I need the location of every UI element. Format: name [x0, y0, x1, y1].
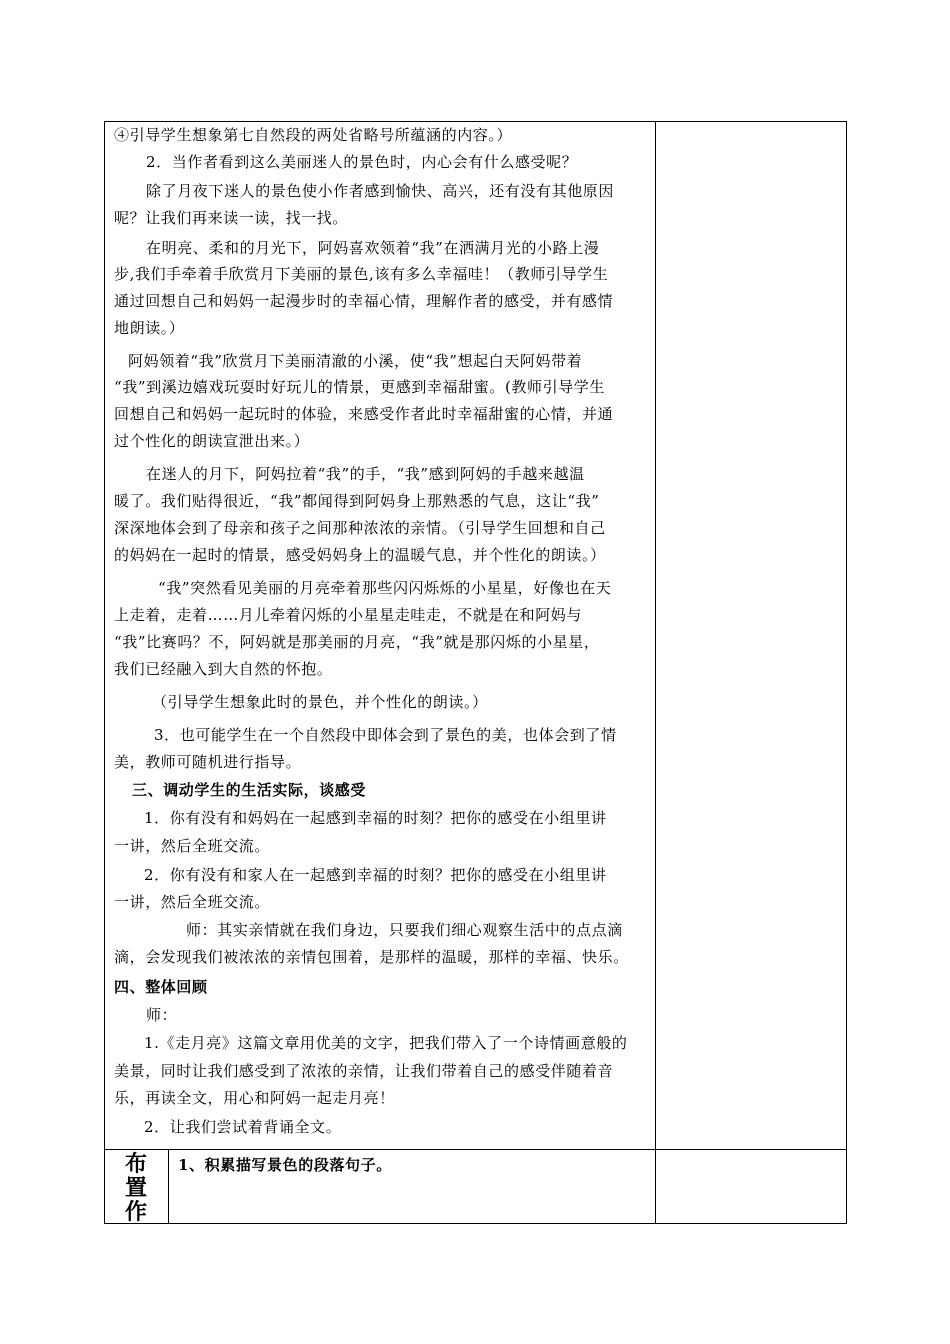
text-line: 1．你有没有和妈妈在一起感到幸福的时刻？把你的感受在小组里讲 — [144, 809, 607, 827]
text-line: 步,我们手牵着手欣赏月下美丽的景色,该有多么幸福哇！（教师引导学生 — [114, 265, 609, 283]
label-column-divider — [168, 1149, 169, 1224]
text-line: “我”比赛吗？不，阿妈就是那美丽的月亮，“我”就是那闪烁的小星星， — [114, 633, 600, 651]
text-line: 我们已经融入到大自然的怀抱。 — [114, 660, 333, 678]
table-column-divider — [655, 121, 656, 1224]
text-line: 阿妈领着“我”欣赏月下美丽清澈的小溪，使“我”想起白天阿妈带着 — [128, 352, 583, 370]
text-line: 过个性化的朗读宣泄出来。） — [114, 432, 310, 450]
text-line: ④引导学生想象第七自然段的两处省略号所蕴涵的内容。） — [114, 126, 513, 144]
text-line: 在明亮、柔和的月光下，阿妈喜欢领着“我”在洒满月光的小路上漫 — [146, 239, 600, 257]
text-line: 师：其实亲情就在我们身边，只要我们细心观察生活中的点点滴 — [186, 921, 623, 939]
text-line: 2．让我们尝试着背诵全文。 — [144, 1118, 342, 1136]
text-line: 1.《走月亮》这篇文章用优美的文字，把我们带入了一个诗情画意般的 — [144, 1034, 628, 1052]
text-line: 一讲，然后全班交流。 — [114, 893, 271, 911]
text-line: 3．也可能学生在一个自然段中即体会到了景色的美，也体会到了情 — [154, 726, 617, 744]
text-line: 在迷人的月下，阿妈拉着“我”的手，“我”感到阿妈的手越来越温 — [146, 465, 585, 483]
text-line: “我”到溪边嬉戏玩耍时好玩儿的情景，更感到幸福甜蜜。(教师引导学生 — [114, 378, 605, 396]
text-line: （引导学生想象此时的景色，并个性化的朗读。） — [152, 693, 488, 711]
label-char: 作 — [124, 1199, 147, 1225]
text-line: 除了月夜下迷人的景色使小作者感到愉快、高兴，还有没有其他原因 — [146, 182, 615, 200]
text-line: 一讲，然后全班交流。 — [114, 837, 271, 855]
table-row-divider — [104, 1149, 847, 1150]
label-char: 置 — [124, 1175, 147, 1201]
text-line: “我”突然看见美丽的月亮牵着那些闪闪烁烁的小星星，好像也在天 — [158, 579, 612, 597]
text-line: 滴，会发现我们被浓浓的亲情包围着，是那样的温暖，那样的幸福、快乐。 — [114, 948, 629, 966]
text-line: 暖了。我们贴得很近，“我”都闻得到阿妈身上那熟悉的气息，这让“我” — [114, 492, 600, 510]
text-line: 通过回想自己和妈妈一起漫步时的幸福心情，理解作者的感受，并有感情 — [114, 292, 614, 310]
text-line: 的妈妈在一起时的情景，感受妈妈身上的温暖气息，并个性化的朗读。） — [114, 546, 606, 564]
text-line: 美，教师可随机进行指导。 — [114, 753, 302, 771]
text-line: 呢？让我们再来读一读，找一找。 — [114, 209, 349, 227]
text-line: 回想自己和妈妈一起玩时的体验，来感受作者此时幸福甜蜜的心情，并通 — [114, 405, 614, 423]
assignment-text: 1、积累描写景色的段落句子。 — [178, 1156, 392, 1174]
section-heading: 三、调动学生的生活实际，谈感受 — [132, 781, 367, 799]
text-line: 2．当作者看到这么美丽迷人的景色时，内心会有什么感受呢？ — [146, 153, 578, 171]
text-line: 深深地体会到了母亲和孩子之间那种浓浓的亲情。（引导学生回想和自己 — [114, 519, 606, 537]
text-line: 上走着，走着……月儿牵着闪烁的小星星走哇走，不就是在和阿妈与 — [114, 606, 583, 624]
section-heading: 四、整体回顾 — [114, 978, 208, 996]
text-line: 美景，同时让我们感受到了浓浓的亲情，让我们带着自己的感受伴随着音 — [114, 1062, 614, 1080]
text-line: 地朗读。） — [114, 319, 185, 337]
text-line: 乐，再读全文，用心和阿妈一起走月亮！ — [114, 1089, 395, 1107]
label-char: 布 — [124, 1151, 147, 1177]
text-line: 师： — [146, 1006, 178, 1024]
text-line: 2．你有没有和家人在一起感到幸福的时刻？把你的感受在小组里讲 — [144, 866, 607, 884]
